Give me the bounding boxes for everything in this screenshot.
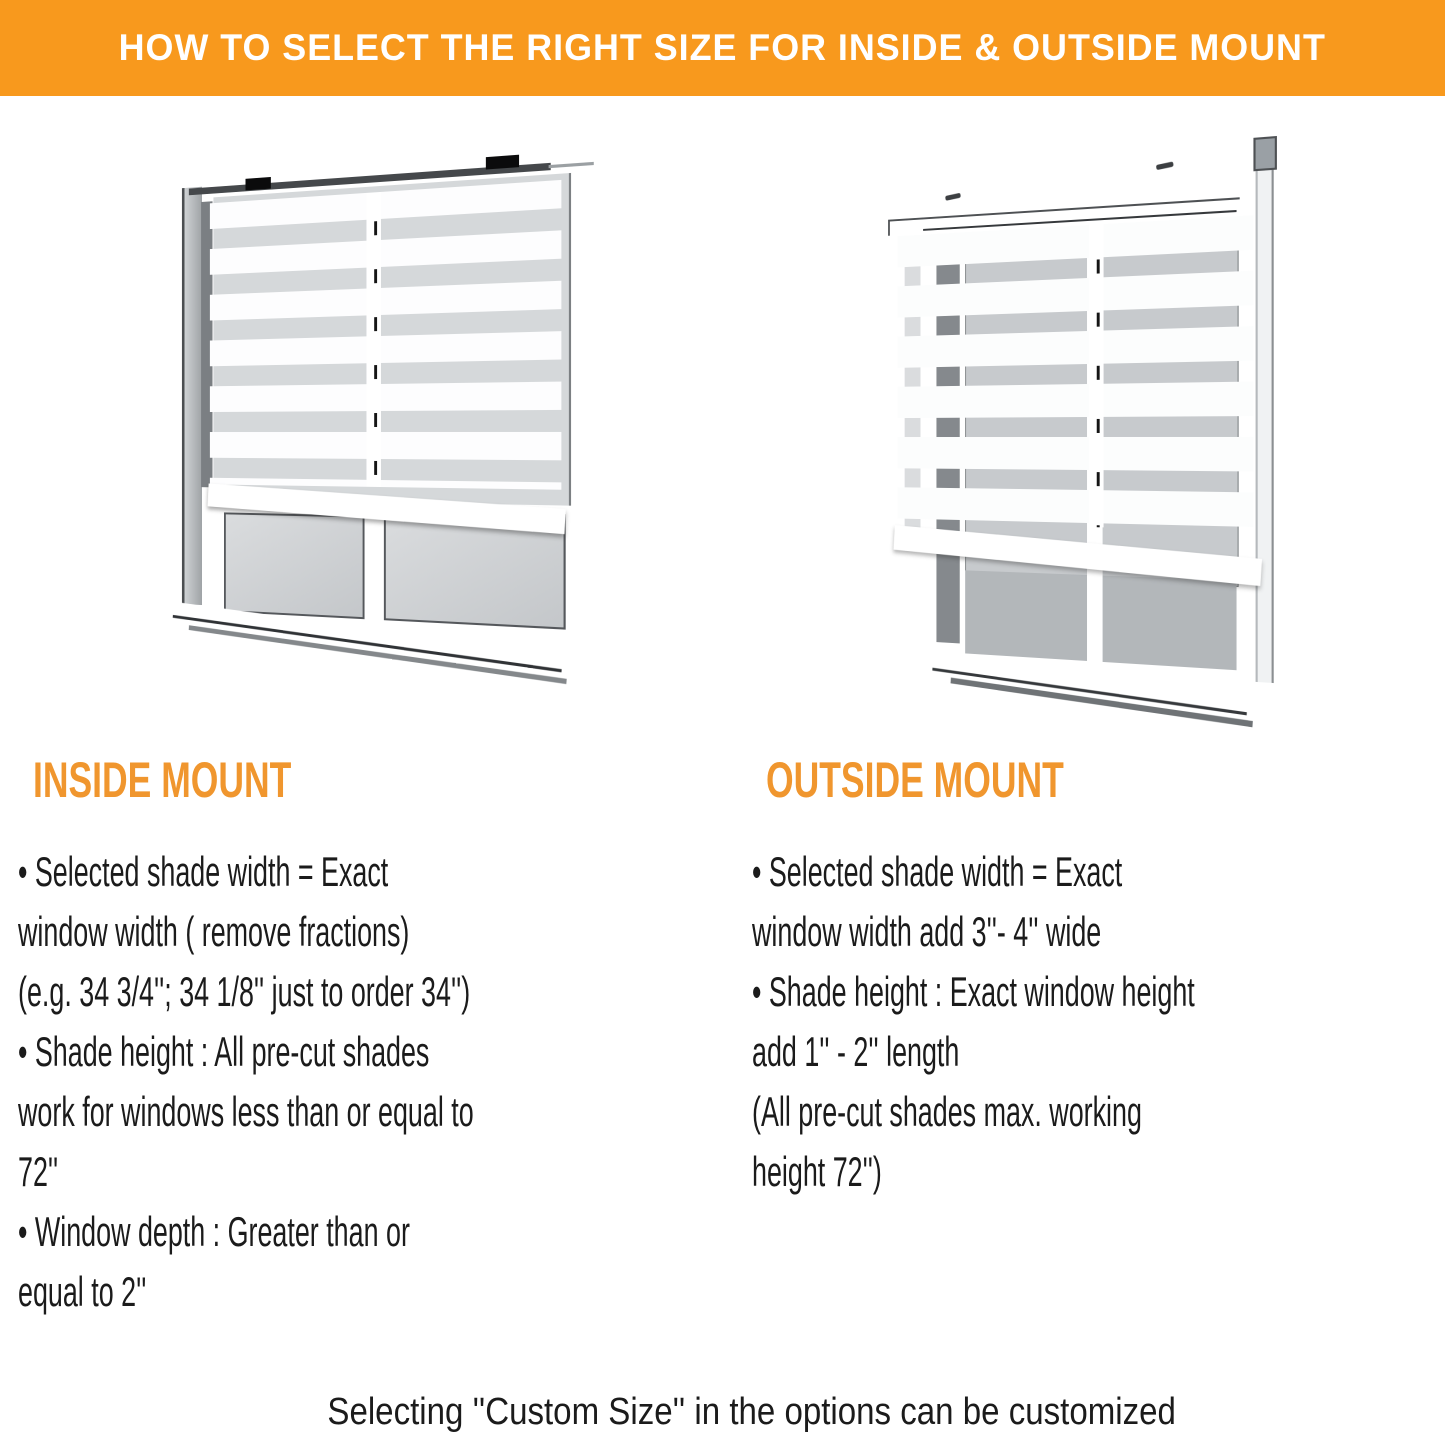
window-right-frame <box>1256 166 1274 683</box>
glass-pane-left <box>224 512 365 619</box>
inside-mount-illustration <box>150 150 610 715</box>
wall-screw-left <box>945 193 961 201</box>
bullet-line: add 1'' - 2'' length <box>752 1028 960 1075</box>
mounting-bracket <box>1253 136 1276 171</box>
wall-screw-right <box>1156 161 1174 170</box>
outside-mount-heading: OUTSIDE MOUNT <box>766 752 1064 808</box>
bullet-line: • Selected shade width = Exact <box>752 848 1123 895</box>
bullet-line: • Shade height : All pre-cut shades <box>18 1028 430 1075</box>
inside-mount-instructions <box>18 842 730 1322</box>
headrail-clip-left <box>245 177 270 190</box>
shade-center-seam <box>366 192 381 487</box>
bullet-line: • Shade height : Exact window height <box>752 968 1195 1015</box>
outside-mount-instructions <box>752 842 1444 1202</box>
title-banner <box>0 0 1445 96</box>
shade-center-seam <box>1089 224 1104 527</box>
wall-edge-line <box>888 197 1240 221</box>
footer-note <box>0 1392 1445 1432</box>
bullet-line: • Selected shade width = Exact <box>18 848 389 895</box>
bullet-line: • Window depth : Greater than or <box>18 1208 410 1255</box>
footer-note-text: Selecting ''Custom Size'' in the options can be customized <box>327 1391 1176 1433</box>
window-left-jamb <box>182 187 202 605</box>
bullet-line: (e.g. 34 3/4''; 34 1/8'' just to order 34'') <box>18 968 471 1015</box>
zebra-shade-stripes <box>210 180 562 490</box>
outside-mount-window-scene <box>884 126 1317 748</box>
banner-title: HOW TO SELECT THE RIGHT SIZE FOR INSIDE & OUTSIDE MOUNT <box>118 27 1327 68</box>
bullet-line: window width add 3''- 4'' wide <box>752 908 1102 955</box>
bullet-line: 72'' <box>18 1148 59 1195</box>
outside-mount-section <box>752 752 1444 1202</box>
headrail-end <box>549 162 594 168</box>
wall-corner-line <box>888 220 890 236</box>
bullet-line: height 72'') <box>752 1148 882 1195</box>
headrail-clip-right <box>486 155 519 170</box>
inside-mount-heading: INSIDE MOUNT <box>33 752 292 808</box>
bullet-line: work for windows less than or equal to <box>18 1088 474 1135</box>
bullet-line: (All pre-cut shades max. working <box>752 1088 1142 1135</box>
inside-mount-section <box>18 752 730 1322</box>
outside-mount-illustration <box>865 145 1310 730</box>
bullet-line: equal to 2'' <box>18 1268 147 1315</box>
inside-mount-window-scene <box>170 131 618 733</box>
bullet-line: window width ( remove fractions) <box>18 908 410 955</box>
zebra-shade-stripes <box>898 215 1254 531</box>
